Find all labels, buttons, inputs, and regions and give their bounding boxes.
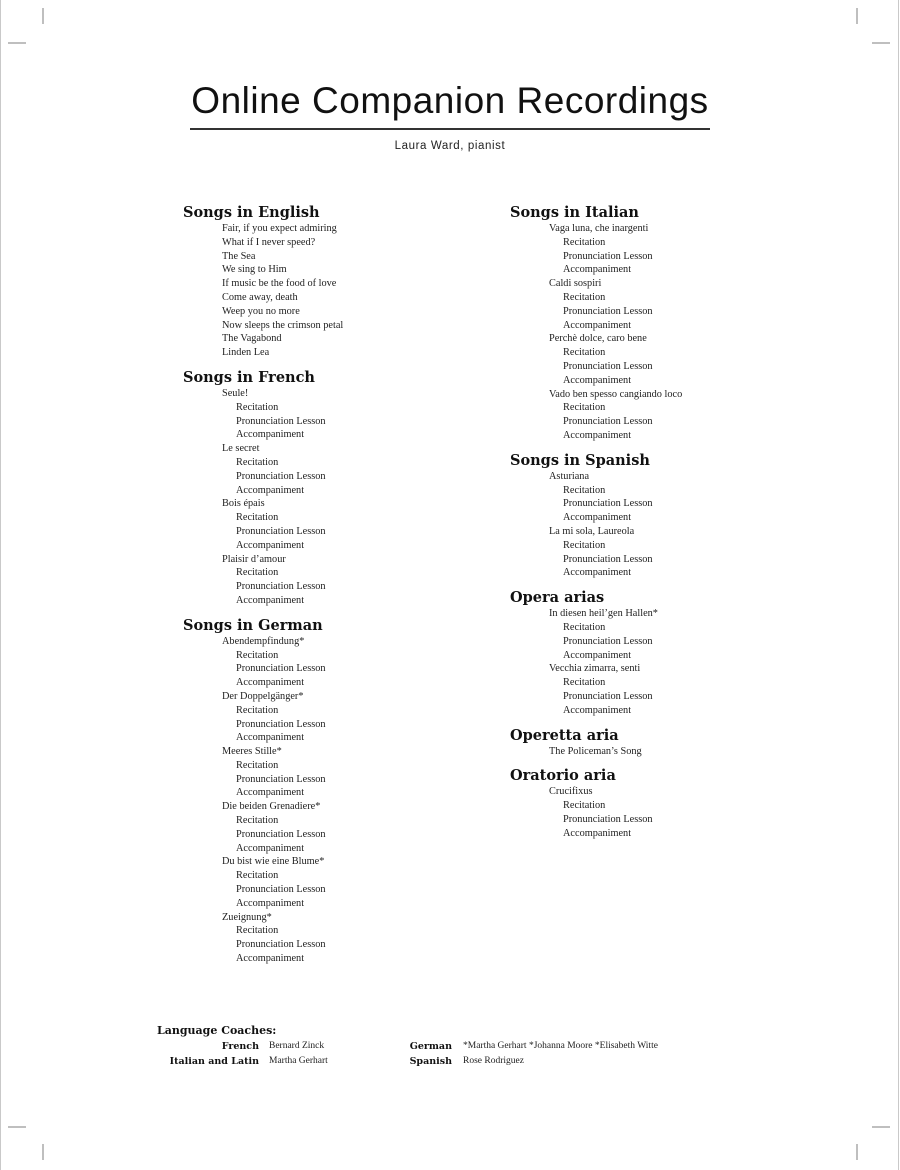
track-accompaniment: Accompaniment <box>563 374 632 386</box>
crop-mark-top-right <box>856 8 858 24</box>
song-title: Zueignung* <box>222 911 272 923</box>
track-accompaniment: Accompaniment <box>236 897 305 909</box>
track-pronunciation-lesson: Pronunciation Lesson <box>236 415 326 427</box>
track-pronunciation-lesson: Pronunciation Lesson <box>236 773 326 785</box>
song-title: Vecchia zimarra, senti <box>549 663 641 675</box>
track-pronunciation-lesson: Pronunciation Lesson <box>563 250 653 262</box>
right-column <box>510 204 810 849</box>
song-title: Du bist wie eine Blume* <box>222 856 325 868</box>
track-accompaniment: Accompaniment <box>236 732 305 744</box>
track-accompaniment: Accompaniment <box>563 827 632 839</box>
track-recitation: Recitation <box>563 677 606 689</box>
section-songs-in-italian <box>510 204 810 443</box>
track-recitation: Recitation <box>236 704 279 716</box>
section-heading: Songs in Italian <box>510 204 639 221</box>
page-subtitle: Laura Ward, pianist <box>394 140 506 152</box>
track-pronunciation-lesson: Pronunciation Lesson <box>563 416 653 428</box>
track-accompaniment: Accompaniment <box>236 484 305 496</box>
track-recitation: Recitation <box>236 870 279 882</box>
section-heading: Operetta aria <box>510 726 619 744</box>
track-pronunciation-lesson: Pronunciation Lesson <box>236 718 326 730</box>
coach-language-german: German <box>409 1041 452 1052</box>
track-pronunciation-lesson: Pronunciation Lesson <box>236 828 326 840</box>
track-recitation: Recitation <box>236 567 279 579</box>
song-title: If music be the food of love <box>222 278 337 290</box>
left-column <box>183 204 473 975</box>
song-title: In diesen heil’gen Hallen* <box>549 608 658 620</box>
track-accompaniment: Accompaniment <box>563 704 632 716</box>
track-recitation: Recitation <box>236 759 279 771</box>
track-pronunciation-lesson: Pronunciation Lesson <box>563 690 653 702</box>
crop-mark-top-left <box>42 8 44 24</box>
track-recitation: Recitation <box>236 815 279 827</box>
track-accompaniment: Accompaniment <box>563 567 632 579</box>
section-heading: Songs in Spanish <box>510 451 650 469</box>
track-recitation: Recitation <box>563 621 606 633</box>
track-pronunciation-lesson: Pronunciation Lesson <box>236 663 326 675</box>
song-title: Caldi sospiri <box>549 278 602 290</box>
coach-names-spanish: Rose Rodriguez <box>463 1056 524 1066</box>
track-pronunciation-lesson: Pronunciation Lesson <box>236 470 326 482</box>
track-pronunciation-lesson: Pronunciation Lesson <box>563 635 653 647</box>
track-accompaniment: Accompaniment <box>236 677 305 689</box>
song-title: The Policeman’s Song <box>549 745 642 757</box>
coach-names-italian-latin: Martha Gerhart <box>269 1056 328 1066</box>
section-operetta-aria <box>510 727 810 759</box>
song-title: Plaisir d’amour <box>222 553 286 565</box>
song-title: Crucifixus <box>549 786 593 798</box>
track-accompaniment: Accompaniment <box>563 264 632 276</box>
title-divider <box>190 128 710 130</box>
track-accompaniment: Accompaniment <box>236 842 305 854</box>
section-heading: Songs in French <box>183 368 315 386</box>
track-pronunciation-lesson: Pronunciation Lesson <box>236 525 326 537</box>
crop-mark-right-bottom <box>872 1126 890 1128</box>
track-recitation: Recitation <box>236 925 279 937</box>
section-oratorio-aria <box>510 767 810 840</box>
track-pronunciation-lesson: Pronunciation Lesson <box>563 553 653 565</box>
song-title: We sing to Him <box>222 264 287 276</box>
section-heading: Oratorio aria <box>510 767 616 785</box>
song-title: Linden Lea <box>222 347 270 359</box>
section-opera-arias <box>510 589 810 717</box>
track-accompaniment: Accompaniment <box>236 953 305 965</box>
track-recitation: Recitation <box>563 291 606 303</box>
section-heading: Songs in English <box>183 204 320 221</box>
track-accompaniment: Accompaniment <box>563 649 632 661</box>
song-title: Weep you no more <box>222 305 300 317</box>
song-title: Perchè dolce, caro bene <box>549 333 647 345</box>
track-accompaniment: Accompaniment <box>563 512 632 524</box>
track-recitation: Recitation <box>236 649 279 661</box>
track-recitation: Recitation <box>563 539 606 551</box>
track-pronunciation-lesson: Pronunciation Lesson <box>563 498 653 510</box>
language-coaches <box>157 1024 777 1077</box>
track-pronunciation-lesson: Pronunciation Lesson <box>236 581 326 593</box>
track-recitation: Recitation <box>236 401 279 413</box>
track-accompaniment: Accompaniment <box>236 594 305 606</box>
track-accompaniment: Accompaniment <box>236 429 305 441</box>
song-title: Vado ben spesso cangiando loco <box>549 388 683 400</box>
track-recitation: Recitation <box>563 800 606 812</box>
track-recitation: Recitation <box>236 456 279 468</box>
crop-mark-left-bottom <box>8 1126 26 1128</box>
section-heading: Opera arias <box>510 589 605 607</box>
track-recitation: Recitation <box>236 512 279 524</box>
page-title: Online Companion Recordings <box>191 80 709 121</box>
song-title: La mi sola, Laureola <box>549 525 635 537</box>
track-pronunciation-lesson: Pronunciation Lesson <box>563 305 653 317</box>
song-title: Meeres Stille* <box>222 746 282 758</box>
section-heading: Songs in German <box>183 616 323 634</box>
coach-language-french: French <box>221 1041 259 1052</box>
track-recitation: Recitation <box>563 402 606 414</box>
track-accompaniment: Accompaniment <box>563 429 632 441</box>
track-recitation: Recitation <box>563 347 606 359</box>
track-accompaniment: Accompaniment <box>236 539 305 551</box>
page-edge-left <box>0 0 1 1170</box>
section-songs-in-english <box>183 204 473 360</box>
song-title: The Sea <box>222 250 256 262</box>
track-accompaniment: Accompaniment <box>236 787 305 799</box>
coach-names-german: *Martha Gerhart *Johanna Moore *Elisabeth Witte <box>463 1041 658 1051</box>
section-songs-in-french <box>183 369 473 608</box>
song-title: Bois épais <box>222 498 265 510</box>
song-title: Asturiana <box>549 470 590 482</box>
song-title: Come away, death <box>222 291 298 303</box>
crop-mark-bottom-right <box>856 1144 858 1160</box>
coach-names-french: Bernard Zinck <box>269 1041 325 1051</box>
song-title: Seule! <box>222 387 249 399</box>
track-pronunciation-lesson: Pronunciation Lesson <box>236 884 326 896</box>
song-title: The Vagabond <box>222 333 282 345</box>
crop-mark-left-top <box>8 42 26 44</box>
song-title: Die beiden Grenadiere* <box>222 801 321 813</box>
song-title: What if I never speed? <box>222 236 316 248</box>
coaches-heading: Language Coaches: <box>157 1024 277 1037</box>
track-recitation: Recitation <box>563 484 606 496</box>
track-accompaniment: Accompaniment <box>563 319 632 331</box>
track-pronunciation-lesson: Pronunciation Lesson <box>563 360 653 372</box>
section-songs-in-german <box>183 617 473 966</box>
song-title: Der Doppelgänger* <box>222 690 304 702</box>
song-title: Vaga luna, che inargenti <box>549 223 649 234</box>
track-recitation: Recitation <box>563 236 606 248</box>
page-edge-right <box>898 0 899 1170</box>
track-pronunciation-lesson: Pronunciation Lesson <box>563 813 653 825</box>
coach-language-italian-latin: Italian and Latin <box>169 1056 259 1067</box>
crop-mark-bottom-left <box>42 1144 44 1160</box>
song-title: Fair, if you expect admiring <box>222 223 337 234</box>
coach-language-spanish: Spanish <box>409 1056 452 1067</box>
song-title: Le secret <box>222 443 260 455</box>
song-title: Now sleeps the crimson petal <box>222 319 344 331</box>
coaches-grid <box>157 1041 777 1077</box>
track-pronunciation-lesson: Pronunciation Lesson <box>236 939 326 951</box>
section-songs-in-spanish <box>510 452 810 580</box>
song-title: Abendempfindung* <box>222 635 305 647</box>
crop-mark-right-top <box>872 42 890 44</box>
